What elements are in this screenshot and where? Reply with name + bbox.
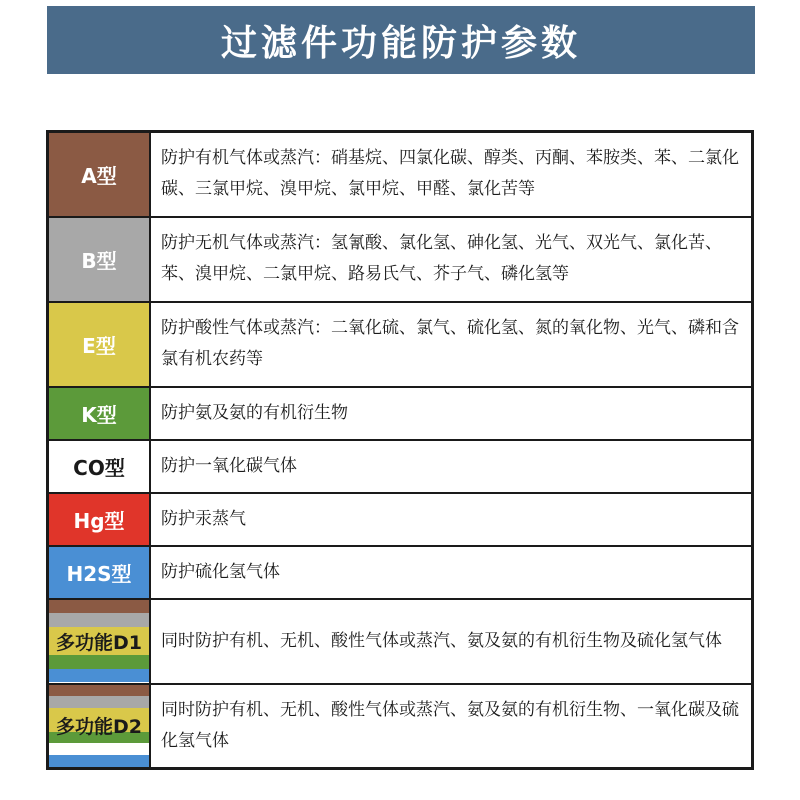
type-label: A型: [81, 163, 117, 188]
table-row: [48, 302, 753, 387]
type-cell-d2: [48, 684, 151, 769]
table-row: [48, 684, 753, 769]
type-label: H2S型: [66, 561, 132, 586]
page-title: 过滤件功能防护参数: [220, 22, 581, 64]
type-cell-hg: [48, 493, 151, 546]
desc-cell: 防护有机气体或蒸汽：硝基烷、四氯化碳、醇类、丙酮、苯胺类、苯、二氯化碳、三氯甲烷、溴甲烷、氯甲烷、甲醛、氯化苦等: [150, 132, 753, 217]
desc-cell: 防护硫化氢气体: [150, 546, 753, 599]
table-row: [48, 387, 753, 440]
desc-cell: 防护一氧化碳气体: [150, 440, 753, 493]
desc-cell: 防护汞蒸气: [150, 493, 753, 546]
type-label: E型: [82, 333, 116, 358]
table-row: [48, 546, 753, 599]
desc-cell: 防护氨及氨的有机衍生物: [150, 387, 753, 440]
desc-cell: 防护无机气体或蒸汽：氢氰酸、氯化氢、砷化氢、光气、双光气、氯化苦、苯、溴甲烷、二氯甲烷、路易氏气、芥子气、磷化氢等: [150, 217, 753, 302]
type-label: Hg型: [73, 508, 125, 533]
type-cell-a: [48, 132, 151, 217]
type-label: 多功能D2: [56, 716, 142, 739]
filter-protection-table: [46, 130, 754, 770]
desc-cell: 同时防护有机、无机、酸性气体或蒸汽、氨及氨的有机衍生物及硫化氢气体: [150, 599, 753, 684]
type-cell-co: [48, 440, 151, 493]
type-label: 多功能D1: [56, 631, 142, 654]
table-row: [48, 217, 753, 302]
type-label: K型: [81, 402, 117, 427]
desc-cell: 同时防护有机、无机、酸性气体或蒸汽、氨及氨的有机衍生物、一氧化碳及硫化氢气体: [150, 684, 753, 769]
type-cell-h2s: [48, 546, 151, 599]
table-row: [48, 599, 753, 684]
type-label: B型: [81, 248, 117, 273]
desc-cell: 防护酸性气体或蒸汽：二氧化硫、氯气、硫化氢、氮的氧化物、光气、磷和含氯有机农药等: [150, 302, 753, 387]
type-cell-k: [48, 387, 151, 440]
table-row: [48, 440, 753, 493]
type-cell-e: [48, 302, 151, 387]
title-banner: [47, 6, 755, 74]
type-cell-b: [48, 217, 151, 302]
table-row: [48, 132, 753, 217]
table-row: [48, 493, 753, 546]
type-label: CO型: [73, 455, 125, 480]
type-cell-d1: [48, 599, 151, 684]
